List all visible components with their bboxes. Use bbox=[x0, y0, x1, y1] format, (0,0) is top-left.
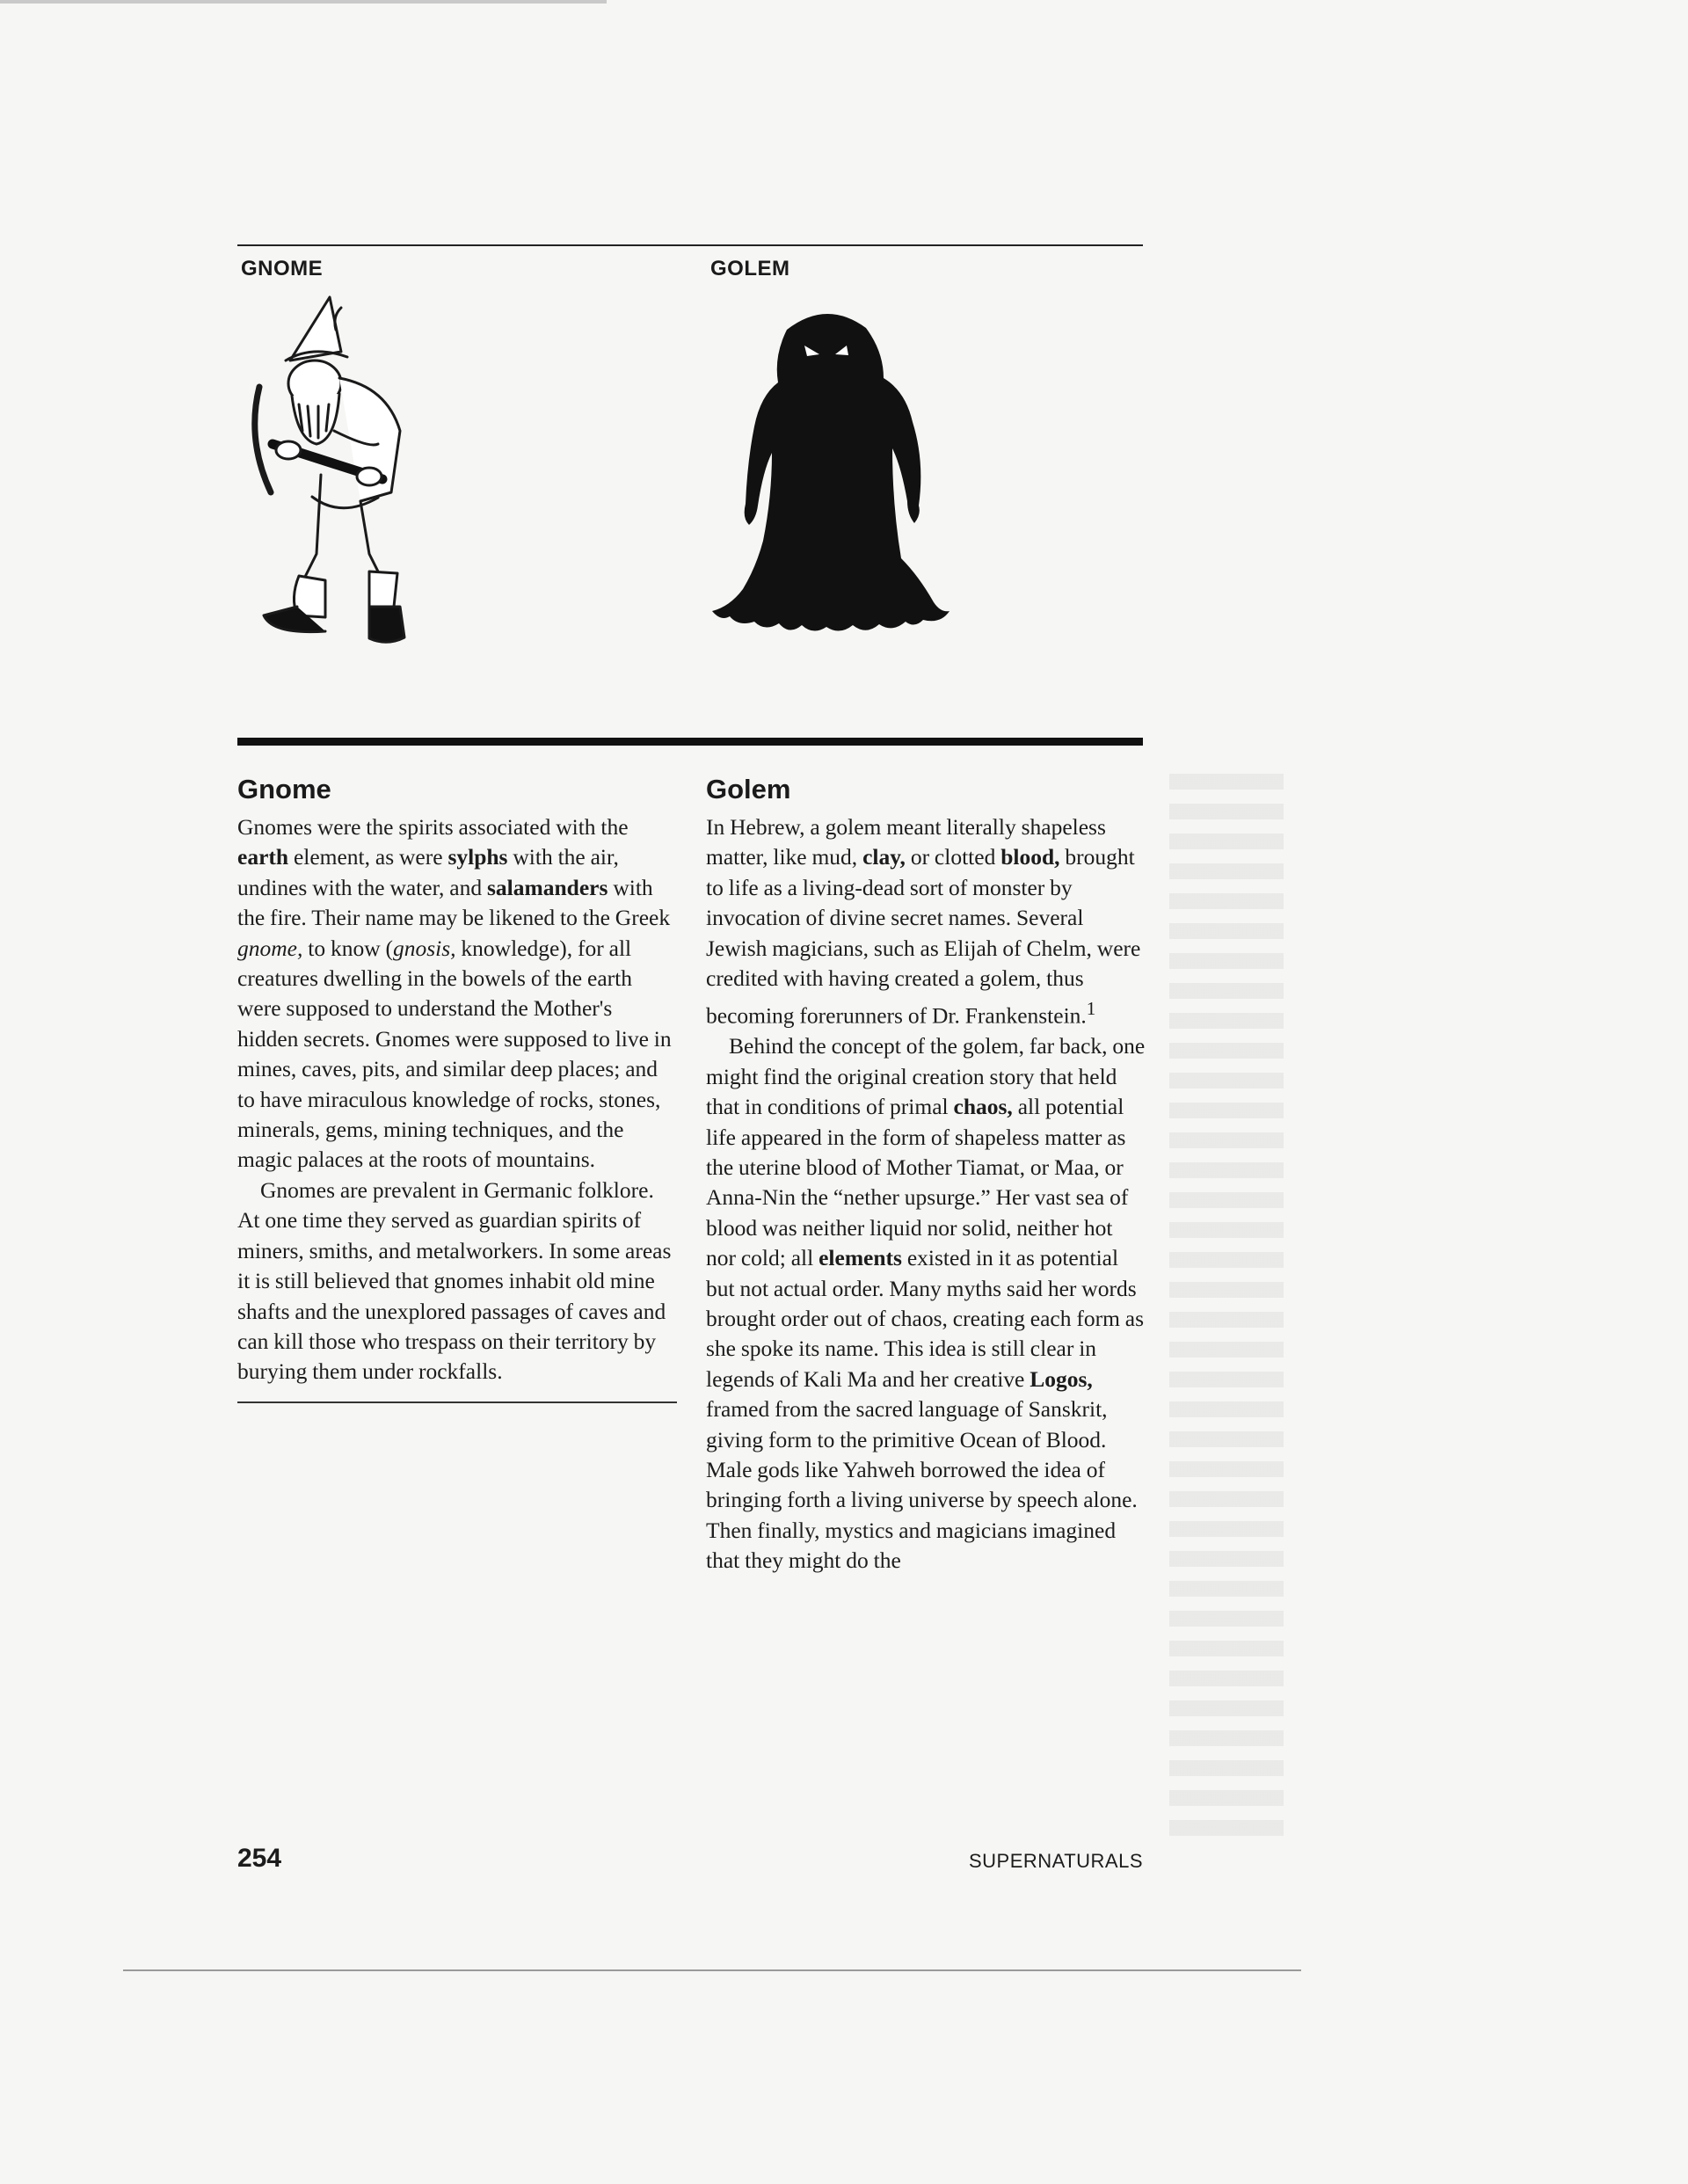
footnote-marker: 1 bbox=[1086, 998, 1096, 1020]
cross-ref-clay: clay, bbox=[862, 844, 906, 870]
running-footer-title: SUPERNATURALS bbox=[968, 1850, 1143, 1872]
golem-entry-title: Golem bbox=[706, 774, 791, 804]
cross-ref-sylphs: sylphs bbox=[447, 844, 508, 870]
gnome-illustration bbox=[237, 290, 448, 659]
page-number: 254 bbox=[237, 1844, 282, 1873]
top-rule bbox=[237, 244, 1143, 246]
gnome-end-rule bbox=[237, 1401, 677, 1403]
cross-ref-salamanders: salamanders bbox=[487, 874, 608, 900]
cross-ref-earth: earth bbox=[237, 844, 289, 870]
golem-entry bbox=[706, 774, 1146, 1576]
cross-ref-logos: Logos, bbox=[1030, 1365, 1093, 1392]
gnome-entry-title: Gnome bbox=[237, 774, 331, 804]
gnome-illustration-label: GNOME bbox=[241, 257, 324, 280]
scan-top-edge bbox=[0, 0, 607, 4]
gnome-paragraph-1: Gnomes were the spirits associated with the earth element, as were sylphs with the air, undines with the water, and salamanders with the fire. Their name may be likened to the Greek gnome, to know (gnosis, knowledge), for all creatures dwelling in the bowels of the earth were supposed to understand the Mother's hidden secrets. Gnomes were supposed to live in mines, caves, pits, and similar deep places; and to have miraculous knowledge of rocks, stones, minerals, gems, mining techniques, and the magic palaces at the roots of mountains. bbox=[237, 814, 672, 1173]
cross-ref-blood: blood, bbox=[1000, 844, 1060, 870]
gnome-entry bbox=[237, 774, 677, 1403]
scan-bottom-edge bbox=[123, 1969, 1301, 1971]
gnome-paragraph-2: Gnomes are prevalent in Germanic folklore. At one time they served as guardian spirits of miners, smiths, and metalworkers. In some areas it is still believed that gnomes inhabit old mine shafts and the unexplored passages of caves and can kill those who trespass on their territory by burying them under rockfalls. bbox=[237, 1176, 672, 1385]
section-rule bbox=[237, 738, 1143, 746]
golem-paragraph-2: Behind the concept of the golem, far back, one might find the original creation story that held that in conditions of primal chaos, all potential life appeared in the form of shapeless matter as the uterine blood of Mother Tiamat, or Maa, or Anna-Nin the “nether upsurge.” Her vast sea of blood was neither liquid nor solid, neither hot nor cold; all elements existed in it as potential but not actual order. Many myths said her words brought order out of chaos, creating each form as she spoke its name. This idea is still clear in legends of Kali Ma and her creative Logos, framed from the sacred language of Sanskrit, giving form to the primitive Ocean of Blood. Male gods like Yahweh borrowed the idea of bringing forth a living universe by speech alone. Then finally, mystics and magicians imagined that they might do the bbox=[706, 1033, 1146, 1574]
cross-ref-chaos: chaos, bbox=[953, 1094, 1013, 1120]
bleed-through-shadow bbox=[1169, 774, 1284, 1846]
golem-illustration-label: GOLEM bbox=[710, 257, 790, 280]
golem-illustration bbox=[703, 303, 958, 637]
cross-ref-elements: elements bbox=[819, 1245, 902, 1271]
golem-paragraph-1: In Hebrew, a golem meant literally shapeless matter, like mud, clay, or clotted blood, brought to life as a living-dead sort of monster by invocation of divine secret names. Several Jewish magicians, such as Elijah of Chelm, were credited with having created a golem, thus becoming forerunners of Dr. Frankenstein.$^1$ bbox=[706, 814, 1141, 1029]
